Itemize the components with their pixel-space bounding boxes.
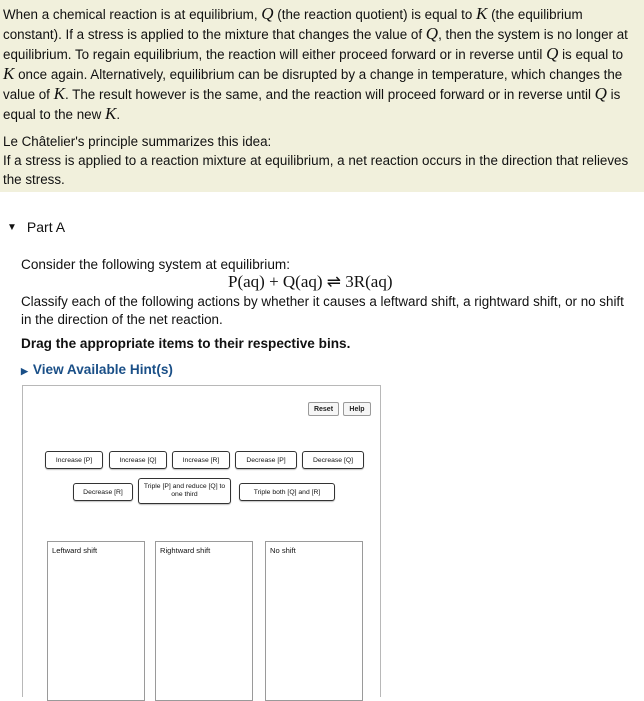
chip-triple-p-reduce-q[interactable]: Triple [P] and reduce [Q] to one third	[138, 478, 231, 504]
q-symbol: Q	[261, 4, 274, 23]
reset-button[interactable]: Reset	[308, 402, 339, 416]
intro-text: When a chemical reaction is at equilibrium,	[3, 7, 262, 22]
k-symbol: K	[476, 4, 488, 23]
intro-paragraph	[3, 4, 638, 124]
chip-decrease-q[interactable]: Decrease [Q]	[302, 451, 364, 469]
drag-drop-panel	[22, 385, 381, 697]
k-symbol: K	[53, 84, 65, 103]
principle-statement: If a stress is applied to a reaction mixture at equilibrium, a net reaction occurs in the direction that relieves the stress.	[3, 153, 629, 187]
bin-leftward-shift[interactable]	[47, 541, 145, 701]
k-symbol: K	[3, 64, 15, 83]
view-hints-link[interactable]	[21, 362, 173, 377]
chip-increase-q[interactable]: Increase [Q]	[109, 451, 167, 469]
consider-text: Consider the following system at equilibrium:	[21, 257, 290, 272]
bin-label: Rightward shift	[160, 546, 211, 555]
chip-triple-q-and-r[interactable]: Triple both [Q] and [R]	[239, 483, 335, 501]
intro-text: once again. Alternatively, equilibrium can be disrupted by a change in temperature, which changes the value of	[3, 67, 623, 102]
part-a-header[interactable]	[7, 219, 65, 235]
intro-box	[0, 0, 644, 192]
classify-instructions: Classify each of the following actions by whether it causes a leftward shift, a rightward shift, or no shift in the direction of the net reaction.	[21, 294, 624, 327]
q-symbol: Q	[425, 24, 439, 43]
equilibrium-equation: P(aq) + Q(aq) ⇌ 3R(aq)	[228, 272, 393, 291]
caret-right-icon: ▶	[21, 366, 28, 376]
drag-instructions: Drag the appropriate items to their respective bins.	[21, 336, 351, 351]
intro-text: . The result however is the same, and the reaction will proceed forward or in reverse until	[64, 87, 595, 102]
bin-label: No shift	[270, 546, 296, 555]
bin-label: Leftward shift	[52, 546, 98, 555]
q-symbol: Q	[546, 44, 559, 63]
part-title: Part A	[26, 219, 66, 235]
help-button[interactable]: Help	[343, 402, 371, 416]
intro-text: is equal to	[558, 47, 624, 62]
caret-down-icon: ▼	[7, 221, 17, 233]
chip-increase-p[interactable]: Increase [P]	[45, 451, 103, 469]
q-symbol: Q	[594, 84, 607, 103]
chip-increase-r[interactable]: Increase [R]	[172, 451, 230, 469]
chip-decrease-p[interactable]: Decrease [P]	[235, 451, 297, 469]
intro-text: (the reaction quotient) is equal to	[273, 7, 477, 22]
intro-text: , then the system is no longer at equilibrium. To regain equilibrium, the reaction will either proceed forward or in reverse until	[3, 27, 628, 62]
intro-text: .	[116, 107, 121, 122]
bin-no-shift[interactable]	[265, 541, 363, 701]
bin-rightward-shift[interactable]	[155, 541, 253, 701]
intro-text: is equal to the new	[3, 87, 621, 122]
k-symbol: K	[105, 104, 117, 123]
intro-text: (the equilibrium constant). If a stress is applied to the mixture that changes the value of	[3, 7, 583, 42]
chip-decrease-r[interactable]: Decrease [R]	[73, 483, 133, 501]
principle-heading: Le Châtelier's principle summarizes this idea:	[3, 134, 272, 149]
hint-label: View Available Hint(s)	[32, 362, 173, 377]
